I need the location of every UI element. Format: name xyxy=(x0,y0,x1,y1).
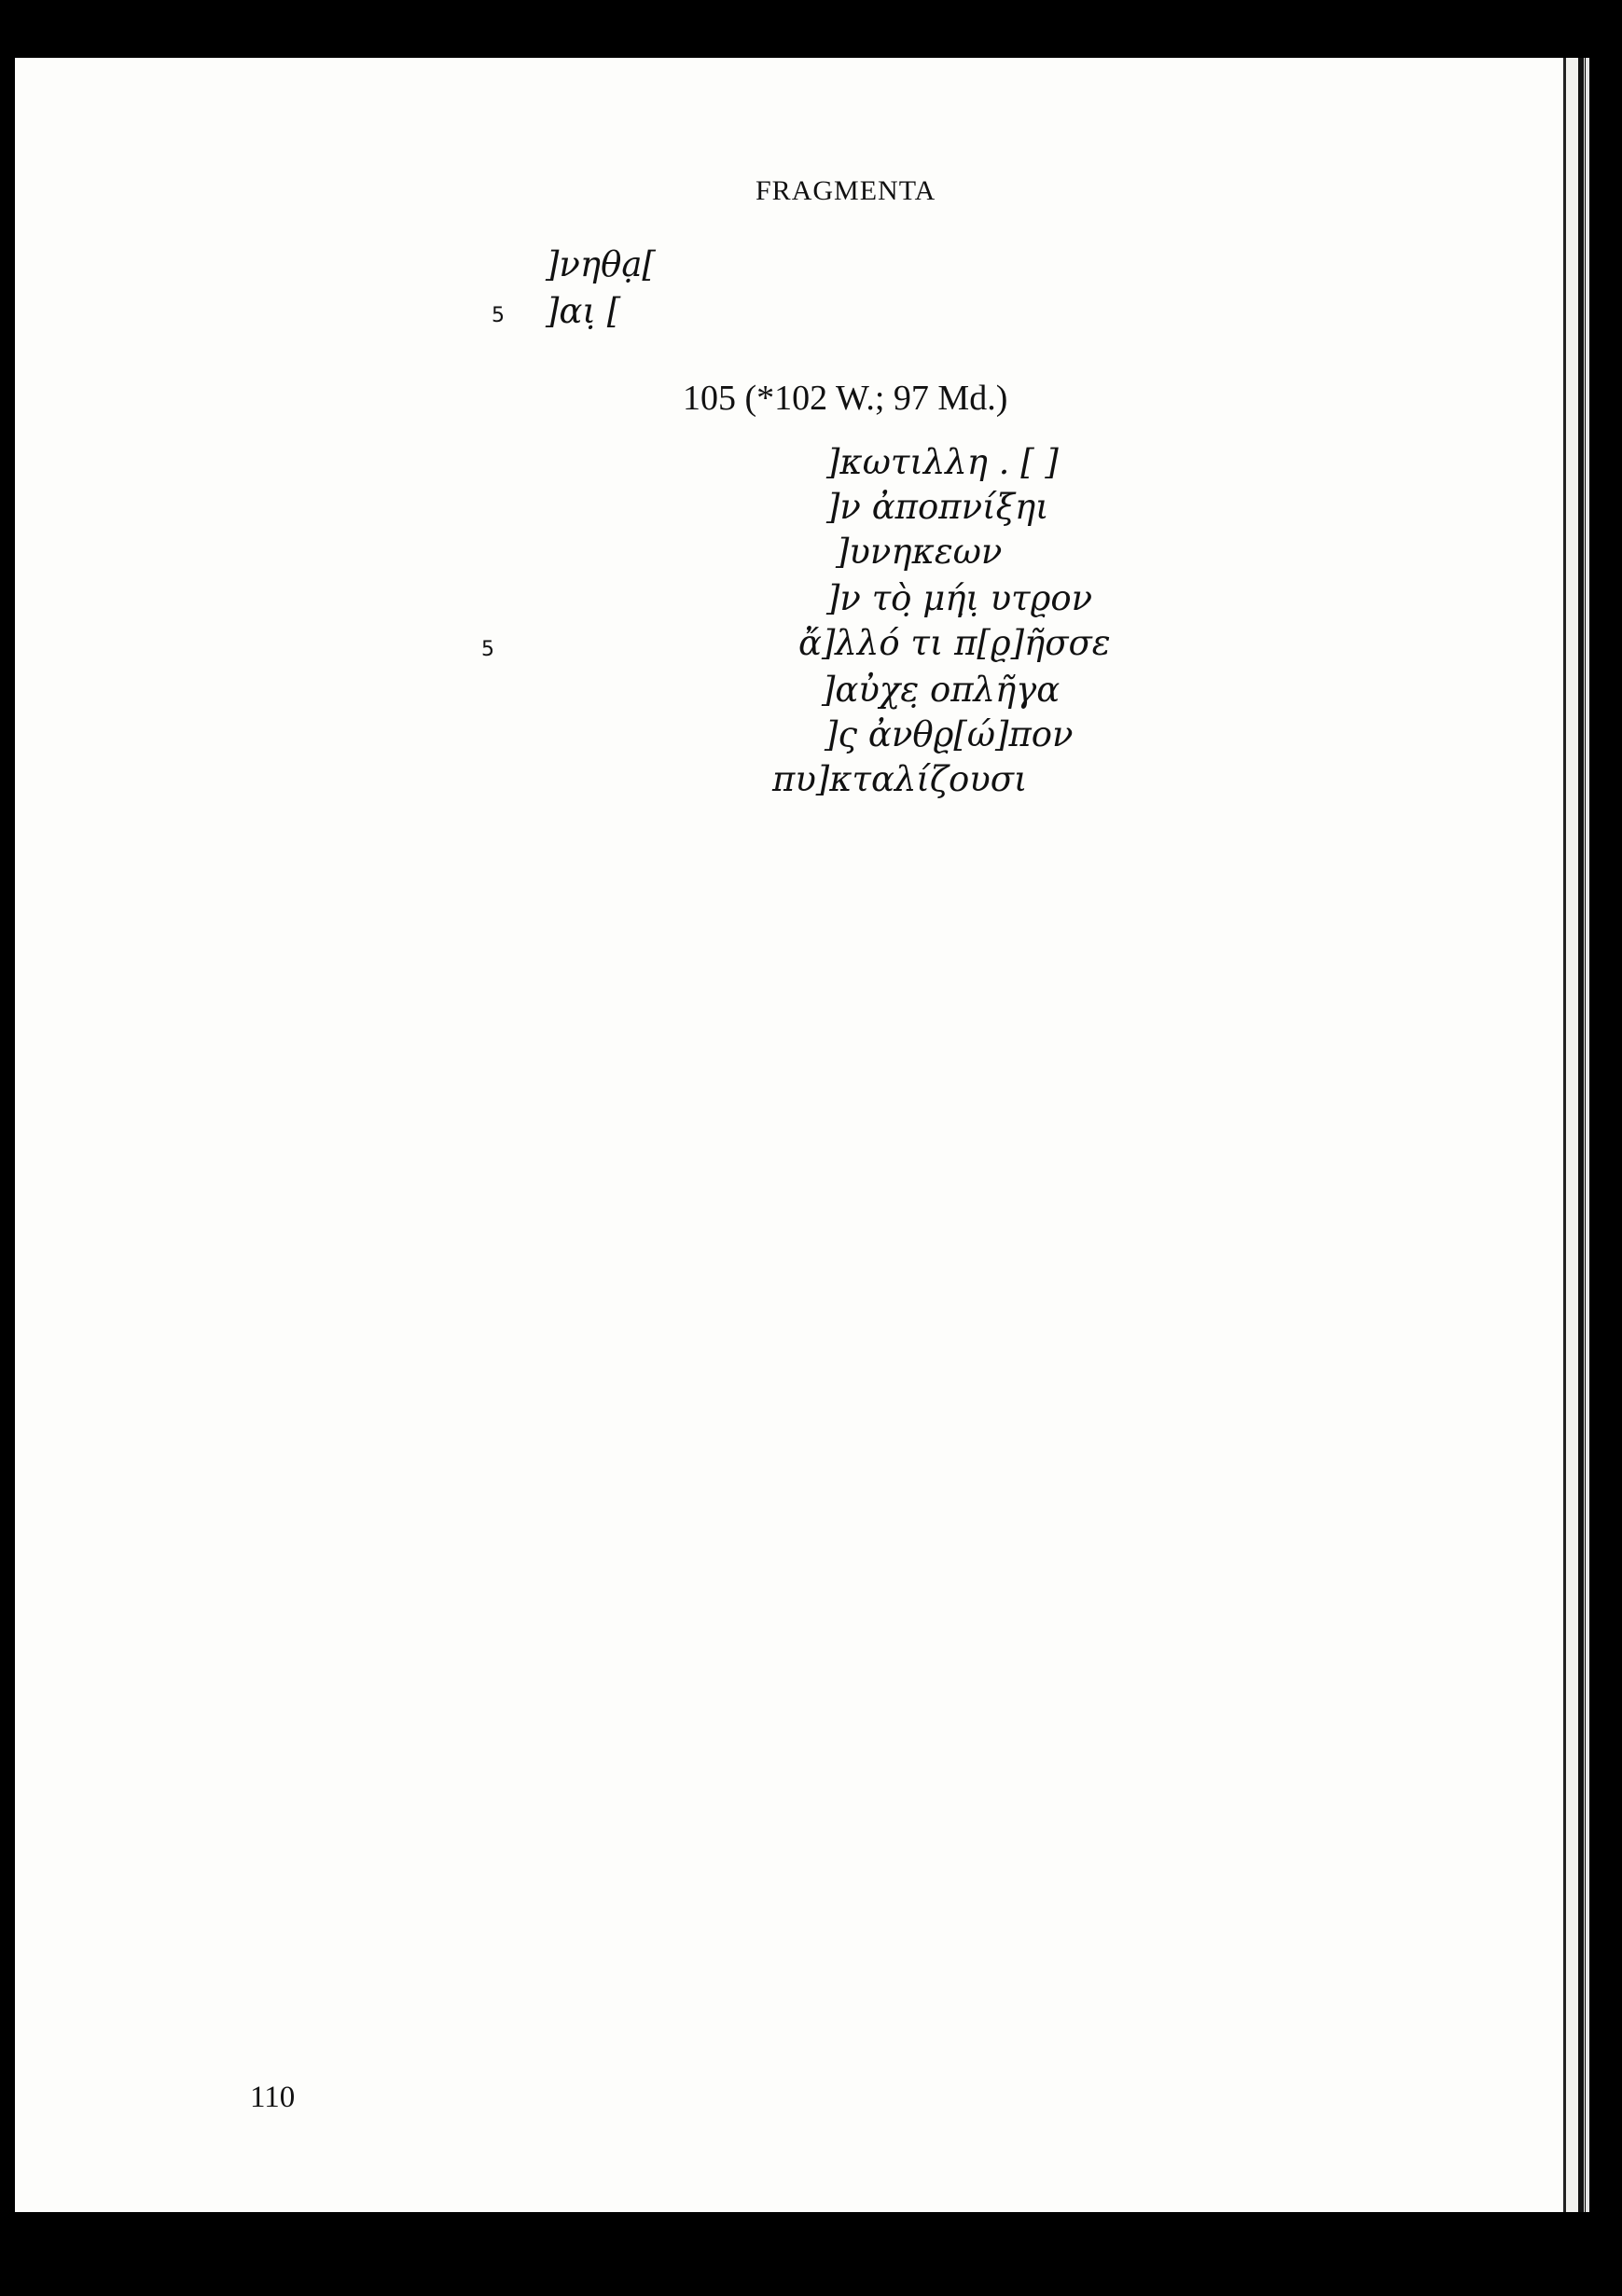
fragment-top-line-number: 5 xyxy=(492,304,505,327)
fragment-line-6: ]αὐχε̣ οπλῆγα xyxy=(822,670,1061,710)
fragment-line-1: ]κωτιλλη . [ ] xyxy=(826,442,1059,482)
running-head: FRAGMENTA xyxy=(756,175,936,206)
binding-highlight xyxy=(1586,58,1589,2220)
fragment-line-3: ]υνηκεων xyxy=(836,532,1003,572)
fragment-line-number: 5 xyxy=(481,638,494,661)
fragment-top-line-1: ]νηθạ[ xyxy=(546,244,656,284)
binding-shadow xyxy=(1578,58,1584,2220)
page-number: 110 xyxy=(250,2081,296,2114)
fragment-line-5: ἄ]λλό τι π[ϱ]ῆσσε xyxy=(798,623,1111,663)
fragment-line-2: ]ν ἀποπνίξηι xyxy=(826,487,1049,527)
bottom-border xyxy=(0,2212,1622,2296)
fragment-line-8: πυ]κταλίζουσι xyxy=(772,759,1028,799)
fragment-line-7: ]ς ἀνθϱ[ώ]πον xyxy=(825,714,1074,754)
fragment-line-4: ]ν τὸ̣ μή̣ι̣ υτϱον xyxy=(826,578,1093,618)
fragment-heading: 105 (*102 W.; 97 Md.) xyxy=(683,379,1008,418)
fragment-top-line-2: ]αι̣ [ xyxy=(546,291,621,331)
